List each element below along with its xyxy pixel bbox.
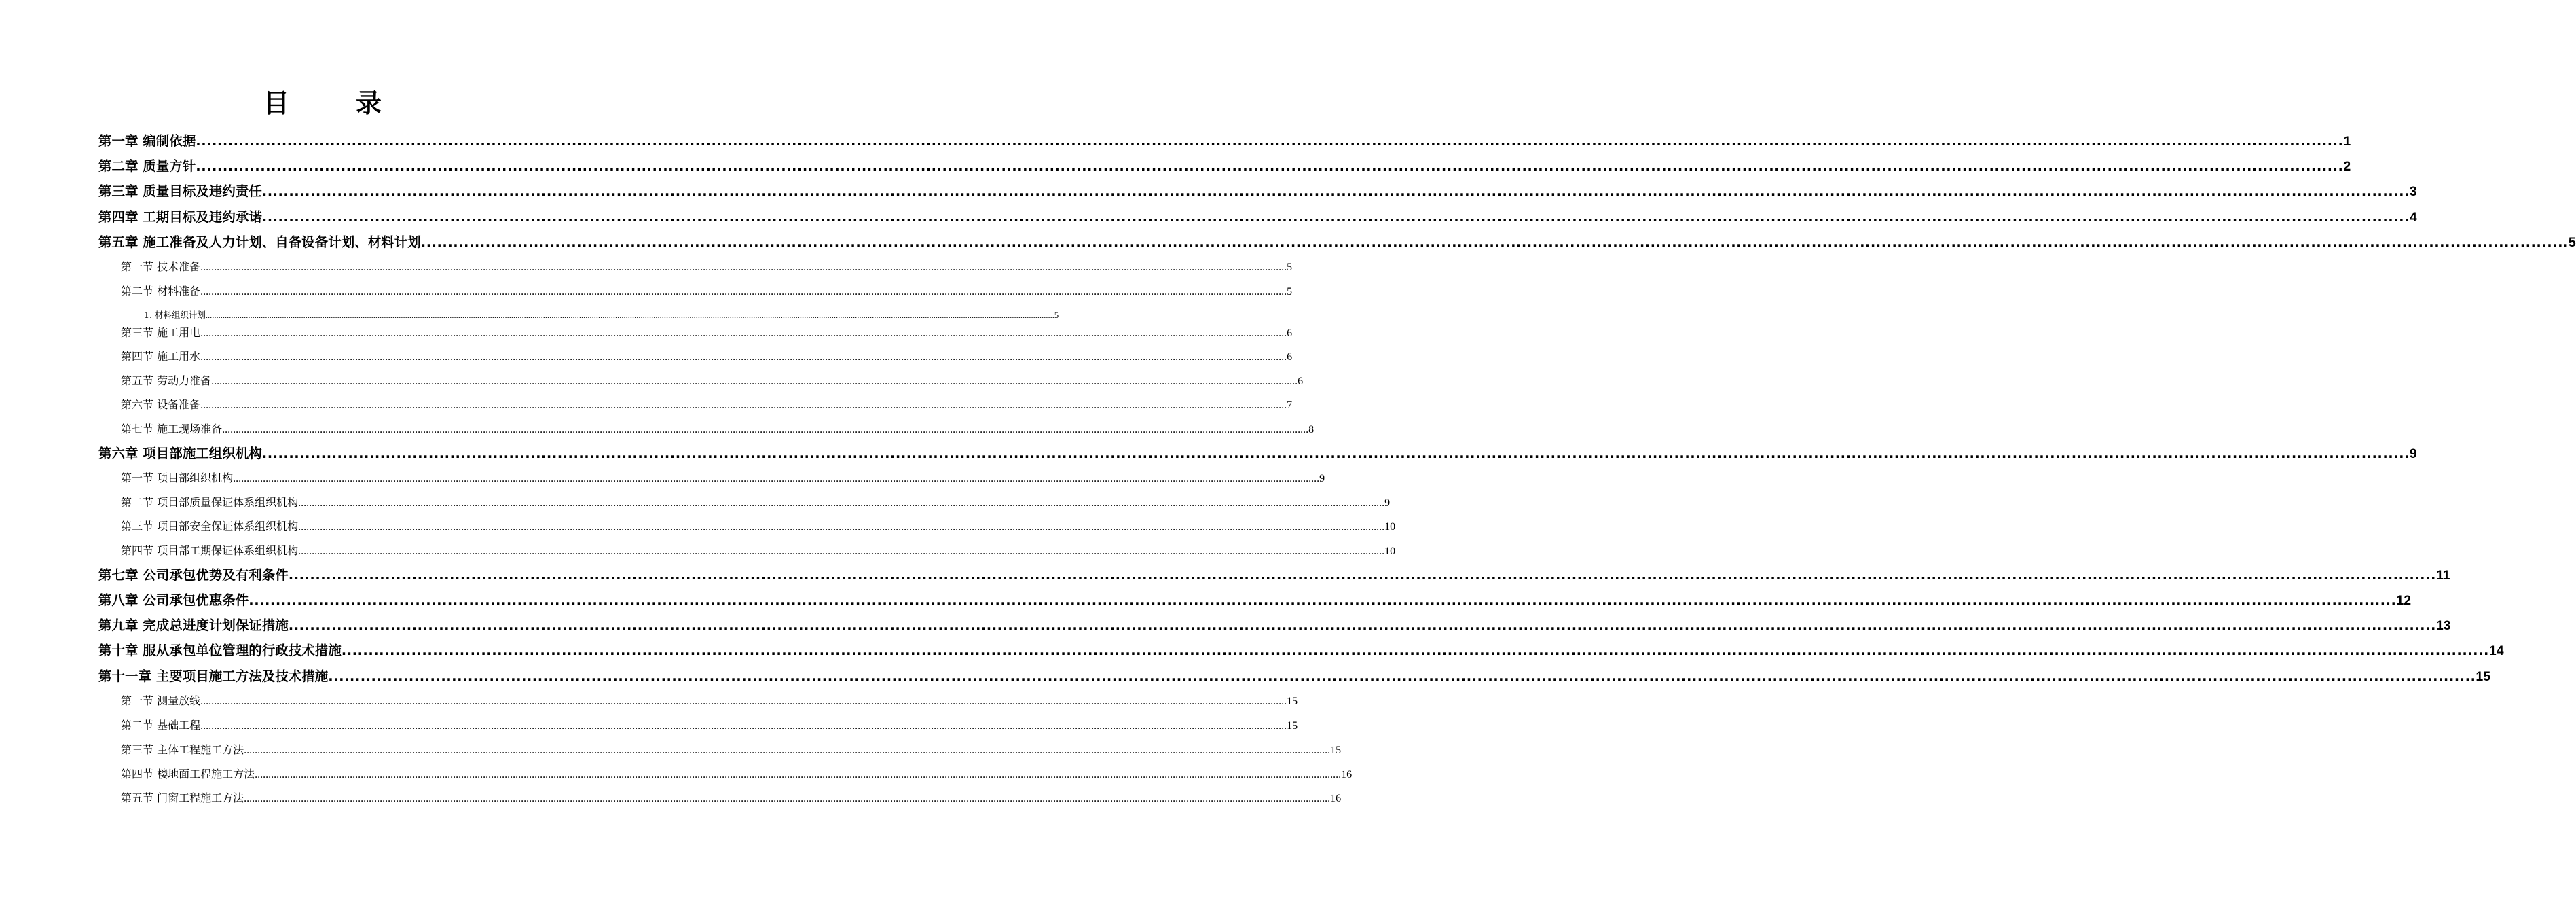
toc-entry-label: 第八章 公司承包优惠条件 — [98, 592, 249, 608]
toc-entry-label: 第二节 材料准备 — [121, 285, 201, 298]
toc-entry[interactable] — [121, 283, 1293, 300]
toc-page-number: 6 — [1287, 327, 1293, 339]
toc-entry[interactable] — [121, 543, 1396, 559]
toc-entry-label: 第九章 完成总进度计划保证措施 — [98, 617, 289, 633]
toc-entry-label: 第五节 劳动力准备 — [121, 374, 212, 387]
toc-dot-leader: ................................................................................................................................................................................................................................................................................................................................................................................................................ — [255, 769, 1342, 781]
toc-page-number: 14 — [2488, 643, 2504, 658]
toc-entry-label: 第五节 门窗工程施工方法 — [121, 791, 244, 804]
toc-dot-leader: ................................................................................................................................................................................................................................................................................................................................................................................................................ — [222, 424, 1309, 435]
toc-page-number: 11 — [2435, 568, 2450, 583]
toc-page-number: 9 — [1384, 497, 1391, 509]
toc-page-number: 15 — [2476, 669, 2491, 684]
toc-entry-label: 第三节 主体工程施工方法 — [121, 743, 244, 756]
toc-dot-leader: ................................................................................................................................................................................................................................................................................................................................................................................................................ — [261, 209, 2410, 225]
toc-entry[interactable] — [121, 421, 1314, 437]
toc-entry[interactable] — [121, 766, 1353, 783]
toc-dot-leader: ................................................................................................................................................................................................................................................................................................................................................................................................................ — [341, 643, 2489, 658]
toc-entry-label: 第四节 施工用水 — [121, 350, 201, 363]
toc-page-number: 5 — [1287, 286, 1293, 298]
toc-page-number: 10 — [1384, 545, 1396, 557]
toc-dot-leader: ................................................................................................................................................................................................................................................................................................................................................................................................................ — [328, 668, 2476, 684]
toc-page-number: 1 — [2343, 134, 2351, 149]
toc-entry[interactable] — [98, 591, 2412, 610]
toc-page-number: 5 — [2568, 235, 2576, 250]
toc-entry-label: 第三节 施工用电 — [121, 326, 201, 339]
toc-dot-leader: ................................................................................................................................................................................................................................................................................................................................................................................................................ — [200, 399, 1287, 411]
toc-entry[interactable] — [121, 470, 1325, 486]
toc-dot-leader: ................................................................................................................................................................................................................................................................................................................................................................................................................ — [261, 446, 2410, 461]
toc-page-number: 6 — [1298, 376, 1304, 387]
toc-entry[interactable] — [98, 444, 2417, 463]
toc-entry[interactable] — [121, 373, 1304, 389]
toc-page-number: 16 — [1330, 793, 1342, 804]
toc-entry-label: 第七章 公司承包优势及有利条件 — [98, 567, 289, 583]
toc-dot-leader: ................................................................................................................................................................................................................................................................................................................................................................................................................ — [261, 183, 2410, 199]
toc-dot-leader: ................................................................................................................................................................................................................................................................................................................................................................................................................ — [298, 497, 1385, 509]
toc-dot-leader: ................................................................................................................................................................................................................................................................................................................................................................................................................ — [196, 133, 2344, 149]
toc-entry[interactable] — [98, 182, 2417, 201]
toc-entry[interactable] — [121, 495, 1391, 511]
toc-dot-leader: ................................................................................................................................................................................................................................................................................................................................................................................................................ — [200, 696, 1287, 707]
toc-entry-label: 第四节 项目部工期保证体系组织机构 — [121, 544, 299, 557]
toc-dot-leader: ................................................................................................................................................................................................................................................................................................................................................................................................................ — [200, 351, 1287, 363]
toc-entry[interactable] — [144, 309, 1059, 321]
toc-entry[interactable] — [121, 790, 1342, 806]
toc-entry[interactable] — [121, 693, 1298, 709]
toc-page-number: 4 — [2409, 210, 2417, 225]
toc-page-number: 10 — [1384, 521, 1396, 533]
toc-page-number: 3 — [2409, 184, 2417, 199]
toc-page-number: 6 — [1287, 351, 1293, 363]
toc-page-number: 5 — [1287, 262, 1293, 273]
toc-entry[interactable] — [98, 641, 2504, 660]
toc-entry[interactable] — [98, 616, 2451, 635]
toc-entry-label: 第一节 项目部组织机构 — [121, 471, 234, 484]
toc-title: 目 录 — [263, 88, 402, 118]
toc-dot-leader: ................................................................................................................................................................................................................................................................................................................................................................................................................ — [233, 473, 1320, 484]
toc-page-number: 8 — [1308, 424, 1314, 435]
toc-entry[interactable] — [98, 132, 2351, 151]
toc-entry[interactable] — [98, 233, 2576, 252]
toc-page-number: 15 — [1330, 745, 1342, 756]
toc-entry[interactable] — [121, 348, 1293, 365]
toc-page-number: 7 — [1287, 399, 1293, 411]
toc-entry[interactable] — [121, 325, 1293, 341]
toc-entry-label: 第四章 工期目标及违约承诺 — [98, 209, 262, 225]
toc-entry-label: 第一章 编制依据 — [98, 133, 196, 149]
toc-entry-label: 第二节 项目部质量保证体系组织机构 — [121, 496, 299, 509]
toc-dot-leader: ................................................................................................................................................................................................................................................................................................................................................................................................................ — [298, 521, 1385, 533]
toc-entry[interactable] — [98, 157, 2351, 176]
toc-entry[interactable] — [121, 259, 1293, 275]
toc-entry-label: 第四节 楼地面工程施工方法 — [121, 768, 255, 781]
toc-dot-leader: ................................................................................................................................................................................................................................................................................................................................................................................................................ — [200, 262, 1287, 273]
toc-dot-leader: ................................................................................................................................................................................................................................................................................................................................................................................................................ — [420, 234, 2569, 250]
toc-dot-leader: ................................................................................................................................................................................................................................................................................................................................................................................................................ — [249, 592, 2397, 608]
toc-entry[interactable] — [121, 742, 1342, 758]
toc-entry-label: 第六节 设备准备 — [121, 398, 201, 411]
toc-page-number: 12 — [2396, 593, 2412, 608]
toc-page-number: 5 — [1054, 310, 1059, 320]
toc-page-number: 9 — [2409, 446, 2417, 461]
toc-dot-leader: ................................................................................................................................................................................................................................................................................................................................................................................................................ — [288, 567, 2436, 583]
toc-page-number: 9 — [1319, 473, 1325, 484]
toc-dot-leader: ................................................................................................................................................................................................................................................................................................................................................................................................................ — [200, 720, 1287, 732]
toc-dot-leader: ................................................................................................................................................................................................................................................................................................................................................................................................................ — [205, 310, 1054, 320]
toc-entry[interactable] — [98, 667, 2491, 686]
toc-page-number: 16 — [1341, 769, 1353, 781]
toc-dot-leader: ................................................................................................................................................................................................................................................................................................................................................................................................................ — [298, 545, 1385, 557]
toc-entry-label: 第三节 项目部安全保证体系组织机构 — [121, 520, 299, 533]
toc-entry-label: 第二节 基础工程 — [121, 719, 201, 732]
toc-entry-label: 第五章 施工准备及人力计划、自备设备计划、材料计划 — [98, 234, 421, 250]
toc-page-number: 15 — [1287, 720, 1298, 732]
toc-entry-label: 第二章 质量方针 — [98, 158, 196, 174]
toc-entry-label: 1. 材料组织计划 — [144, 310, 206, 320]
toc-entry[interactable] — [121, 397, 1293, 413]
toc-entry[interactable] — [121, 518, 1396, 535]
toc-dot-leader: ................................................................................................................................................................................................................................................................................................................................................................................................................ — [288, 617, 2436, 633]
toc-dot-leader: ................................................................................................................................................................................................................................................................................................................................................................................................................ — [244, 793, 1331, 804]
toc-entry-label: 第三章 质量目标及违约责任 — [98, 183, 262, 199]
toc-entry-label: 第十章 服从承包单位管理的行政技术措施 — [98, 643, 342, 658]
toc-dot-leader: ................................................................................................................................................................................................................................................................................................................................................................................................................ — [211, 376, 1298, 387]
toc-page-number: 2 — [2343, 159, 2351, 174]
toc-page-number: 15 — [1287, 696, 1298, 707]
toc-entry[interactable] — [121, 717, 1298, 734]
toc-entry-label: 第一节 技术准备 — [121, 260, 201, 273]
toc-entry-label: 第六章 项目部施工组织机构 — [98, 446, 262, 461]
toc-entry[interactable] — [98, 208, 2417, 227]
toc-page-number: 13 — [2435, 618, 2451, 633]
toc-dot-leader: ................................................................................................................................................................................................................................................................................................................................................................................................................ — [200, 286, 1287, 298]
toc-dot-leader: ................................................................................................................................................................................................................................................................................................................................................................................................................ — [200, 327, 1287, 339]
toc-dot-leader: ................................................................................................................................................................................................................................................................................................................................................................................................................ — [244, 745, 1331, 756]
toc-entry[interactable] — [98, 566, 2450, 585]
toc-entry-label: 第十一章 主要项目施工方法及技术措施 — [98, 668, 329, 684]
toc-entry-label: 第七节 施工现场准备 — [121, 423, 223, 435]
toc-entry-label: 第一节 测量放线 — [121, 694, 201, 707]
toc-dot-leader: ................................................................................................................................................................................................................................................................................................................................................................................................................ — [196, 158, 2344, 174]
